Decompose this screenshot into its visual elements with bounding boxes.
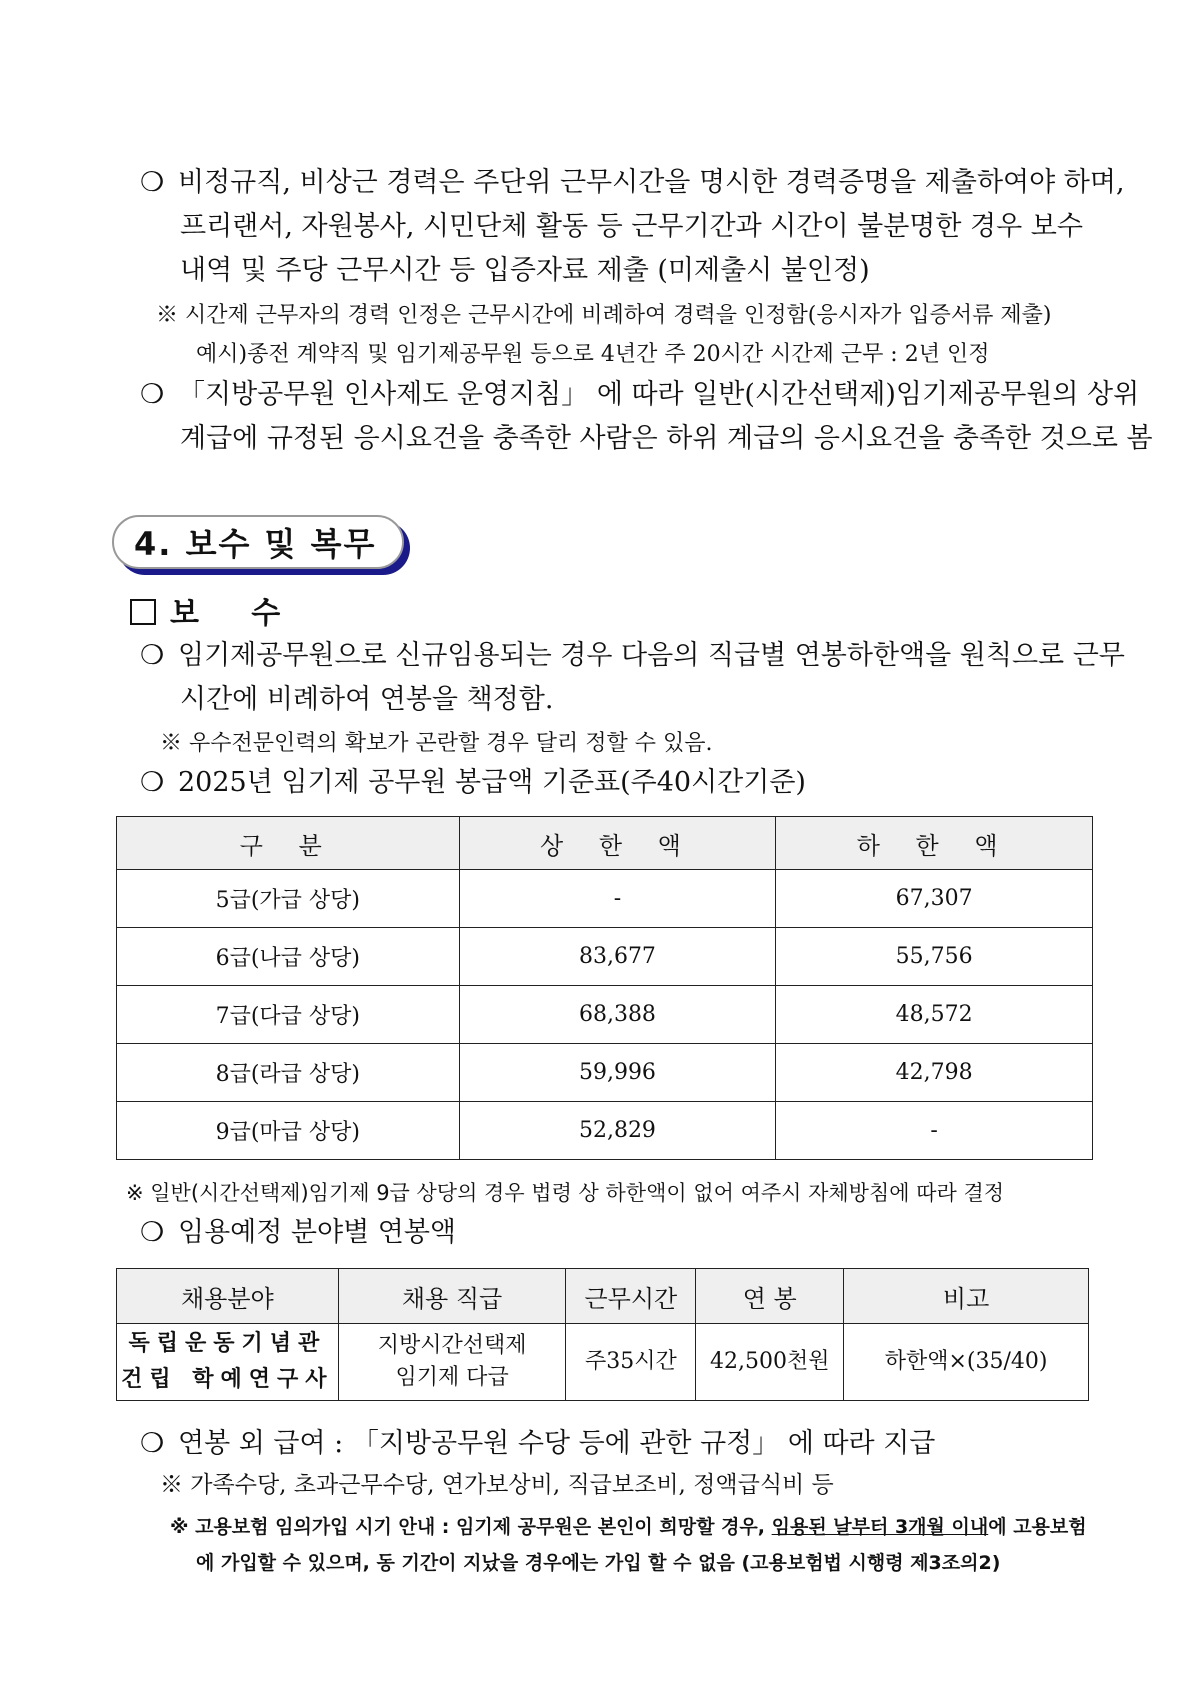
header-remark: 비고 xyxy=(844,1269,1089,1324)
upper-cell: 68,388 xyxy=(459,986,776,1044)
upper-cell: 59,996 xyxy=(459,1044,776,1102)
grade-cell: 9급(마급 상당) xyxy=(117,1102,460,1160)
circle-bullet-icon: ❍ xyxy=(140,379,165,410)
note-employment-insurance-line2: 에 가입할 수 있으며, 동 기간이 지났을 경우에는 가입 할 수 없음 (고용보험법 시행령 제3조의2) xyxy=(196,1552,1001,1574)
paragraph-salary-table-caption: ❍ 2025년 임기제 공무원 봉급액 기준표(주40시간기준) xyxy=(140,763,806,803)
note-example: 예시)종전 계약직 및 임기제공무원 등으로 4년간 주 20시간 시간제 근무 : 2년 인정 xyxy=(196,342,990,367)
subsection-title: 보 수 xyxy=(130,588,280,632)
upper-cell: 83,677 xyxy=(459,928,776,986)
circle-bullet-icon: ❍ xyxy=(140,167,165,198)
header-hours: 근무시간 xyxy=(566,1269,696,1324)
grade-cell: 지방시간선택제 임기제 다급 xyxy=(338,1324,566,1401)
position-table xyxy=(116,1268,1089,1401)
table-header-row xyxy=(117,1269,1089,1324)
table-row xyxy=(117,1324,1089,1401)
field-cell: 독립운동기념관 건립 학예연구사 xyxy=(117,1324,339,1401)
circle-bullet-icon: ❍ xyxy=(140,1217,165,1248)
table-header-row xyxy=(117,817,1093,870)
circle-bullet-icon: ❍ xyxy=(140,767,165,798)
paragraph-line: 프리랜서, 자원봉사, 시민단체 활동 등 근무기간과 시간이 불분명한 경우 보수 xyxy=(180,211,1083,242)
grade-cell: 7급(다급 상당) xyxy=(117,986,460,1044)
header-grade: 채용 직급 xyxy=(338,1269,566,1324)
upper-cell: 52,829 xyxy=(459,1102,776,1160)
circle-bullet-icon: ❍ xyxy=(140,640,165,671)
note-employment-insurance: ※ 고용보험 임의가입 시기 안내 : 임기제 공무원은 본인이 희망할 경우, 임용된 날부터 3개월 이내에 고용보험 xyxy=(170,1516,1087,1538)
note-grade9: ※ 일반(시간선택제)임기제 9급 상당의 경우 법령 상 하한액이 없어 여주시 자체방침에 따라 결정 xyxy=(126,1181,1005,1205)
salary-table xyxy=(116,816,1093,1160)
hours-cell: 주35시간 xyxy=(566,1324,696,1401)
grade-cell: 5급(가급 상당) xyxy=(117,870,460,928)
lower-cell: - xyxy=(776,1102,1093,1160)
paragraph-line: 시간에 비례하여 연봉을 책정함. xyxy=(180,684,554,715)
header-upper-limit: 상 한 액 xyxy=(459,817,776,870)
paragraph-allowances: ❍ 연봉 외 급여 : 「지방공무원 수당 등에 관한 규정」 에 따라 지급 xyxy=(140,1424,935,1464)
lower-cell: 55,756 xyxy=(776,928,1093,986)
circle-bullet-icon: ❍ xyxy=(140,1428,165,1459)
lower-cell: 42,798 xyxy=(776,1044,1093,1102)
paragraph-position-caption: ❍ 임용예정 분야별 연봉액 xyxy=(140,1213,456,1253)
note-allowance-list: ※ 가족수당, 초과근무수당, 연가보상비, 직급보조비, 정액급식비 등 xyxy=(160,1472,834,1498)
salary-cell: 42,500천원 xyxy=(696,1324,844,1401)
remark-cell: 하한액×(35/40) xyxy=(844,1324,1089,1401)
table-row xyxy=(117,870,1093,928)
square-bullet-icon xyxy=(130,599,156,625)
paragraph-line: 계급에 규정된 응시요건을 충족한 사람은 하위 계급의 응시요건을 충족한 것으로 봄 xyxy=(180,423,1153,454)
table-row xyxy=(117,986,1093,1044)
section-title: 4. 보수 및 복무 xyxy=(112,515,404,569)
table-row xyxy=(117,928,1093,986)
header-field: 채용분야 xyxy=(117,1269,339,1324)
grade-cell: 6급(나급 상당) xyxy=(117,928,460,986)
note-parttime-career: ※ 시간제 근무자의 경력 인정은 근무시간에 비례하여 경력을 인정함(응시자가 입증서류 제출) xyxy=(156,303,1052,328)
lower-cell: 67,307 xyxy=(776,870,1093,928)
paragraph-salary-rule: ❍ 임기제공무원으로 신규임용되는 경우 다음의 직급별 연봉하한액을 원칙으로 근무 xyxy=(140,636,1125,676)
paragraph-career-proof: ❍ 비정규직, 비상근 경력은 주단위 근무시간을 명시한 경력증명을 제출하여야 하며, xyxy=(140,163,1125,203)
lower-cell: 48,572 xyxy=(776,986,1093,1044)
header-salary: 연 봉 xyxy=(696,1269,844,1324)
paragraph-upper-grade: ❍ 「지방공무원 인사제도 운영지침」 에 따라 일반(시간선택제)임기제공무원의 상위 xyxy=(140,375,1139,415)
header-lower-limit: 하 한 액 xyxy=(776,817,1093,870)
paragraph-line: 내역 및 주당 근무시간 등 입증자료 제출 (미제출시 불인정) xyxy=(180,255,870,286)
table-row xyxy=(117,1044,1093,1102)
table-row xyxy=(117,1102,1093,1160)
upper-cell: - xyxy=(459,870,776,928)
grade-cell: 8급(라급 상당) xyxy=(117,1044,460,1102)
note-expert: ※ 우수전문인력의 확보가 곤란할 경우 달리 정할 수 있음. xyxy=(160,731,713,756)
header-category: 구 분 xyxy=(117,817,460,870)
